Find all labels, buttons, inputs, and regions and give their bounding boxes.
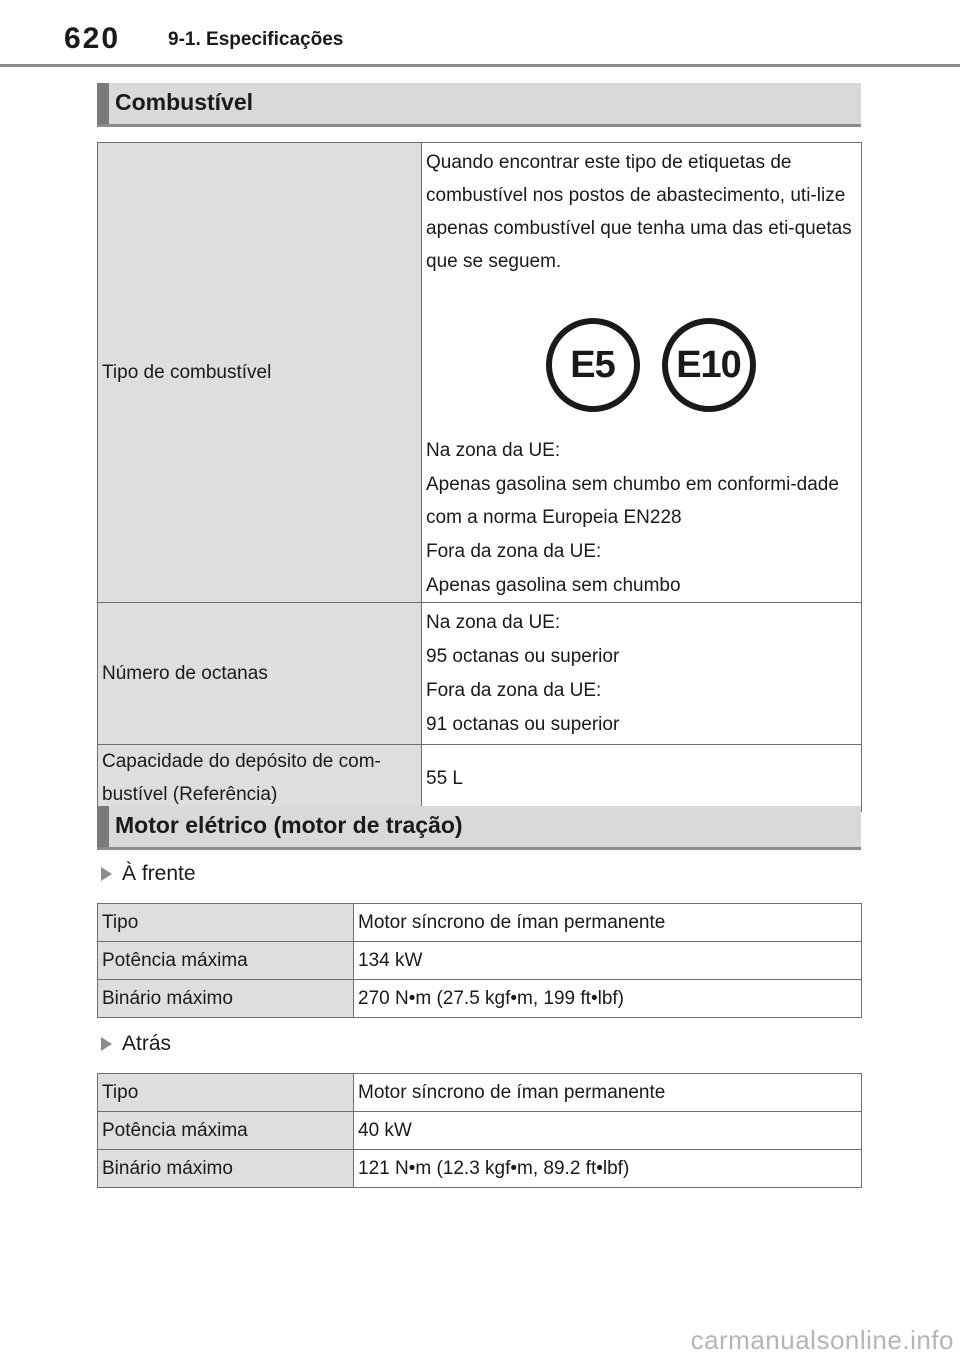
fuel-spec-table	[97, 142, 862, 812]
rear-torque-value: 121 N•m (12.3 kgf•m, 89.2 ft•lbf)	[354, 1150, 862, 1188]
watermark: carmanualsonline.info	[690, 1325, 954, 1355]
triangle-bullet-icon	[101, 867, 112, 881]
fuel-eu-zone-text: Apenas gasolina sem chumbo em conformi-dade com a norma Europeia EN228	[426, 474, 839, 528]
fuel-non-eu-heading: Fora da zona da UE:	[426, 541, 602, 562]
table-row	[98, 1074, 862, 1112]
front-power-label: Potência máxima	[98, 942, 354, 980]
triangle-bullet-icon	[101, 1037, 112, 1051]
rear-power-label: Potência máxima	[98, 1112, 354, 1150]
fuel-section-title: Combustível	[115, 89, 254, 115]
heading-accent-bar	[97, 83, 109, 124]
header-divider	[0, 64, 960, 67]
fuel-type-instruction: Quando encontrar este tipo de etiquetas de combustível nos postos de abastecimento, uti-lize apenas combustível que tenha uma das eti-quetas que se seguem.	[426, 152, 852, 272]
table-row-tank-capacity	[98, 745, 862, 812]
fuel-non-eu-text: Apenas gasolina sem chumbo	[426, 575, 681, 596]
table-row-octane	[98, 603, 862, 745]
table-row	[98, 942, 862, 980]
rear-type-value: Motor síncrono de íman permanente	[354, 1074, 862, 1112]
rear-type-label: Tipo	[98, 1074, 354, 1112]
chapter-title: 9-1. Especificações	[168, 29, 344, 50]
fuel-section-heading	[97, 83, 861, 127]
rear-motor-table	[97, 1073, 862, 1188]
table-row	[98, 904, 862, 942]
octane-label: Número de octanas	[98, 603, 422, 745]
front-motor-heading-text: À frente	[122, 862, 196, 885]
octane-non-eu-value: 91 octanas ou superior	[426, 714, 620, 735]
rear-motor-heading-text: Atrás	[122, 1032, 172, 1055]
rear-power-value: 40 kW	[354, 1112, 862, 1150]
table-row	[98, 980, 862, 1018]
octane-eu-value: 95 octanas ou superior	[426, 646, 620, 667]
rear-torque-label: Binário máximo	[98, 1150, 354, 1188]
front-type-label: Tipo	[98, 904, 354, 942]
motor-section-title: Motor elétrico (motor de tração)	[115, 812, 463, 838]
front-torque-label: Binário máximo	[98, 980, 354, 1018]
page-header	[0, 0, 960, 68]
heading-accent-bar	[97, 806, 109, 847]
tank-capacity-label: Capacidade do depósito de com-bustível (Referência)	[98, 745, 422, 812]
table-row	[98, 1112, 862, 1150]
table-row-fuel-type	[98, 143, 862, 603]
front-power-value: 134 kW	[354, 942, 862, 980]
fuel-eu-zone-heading: Na zona da UE:	[426, 440, 561, 461]
table-row	[98, 1150, 862, 1188]
fuel-labels	[426, 318, 857, 412]
octane-eu-heading: Na zona da UE:	[426, 612, 561, 633]
e5-label-icon: E5	[546, 318, 640, 412]
tank-capacity-value: 55 L	[422, 745, 862, 812]
front-motor-table	[97, 903, 862, 1018]
page-number: 620	[64, 22, 121, 55]
front-torque-value: 270 N•m (27.5 kgf•m, 199 ft•lbf)	[354, 980, 862, 1018]
fuel-type-label: Tipo de combustível	[98, 143, 422, 603]
front-type-value: Motor síncrono de íman permanente	[354, 904, 862, 942]
rear-motor-heading	[101, 1032, 171, 1056]
fuel-type-value	[422, 143, 862, 603]
front-motor-heading	[101, 862, 196, 886]
octane-non-eu-heading: Fora da zona da UE:	[426, 680, 602, 701]
motor-section-heading	[97, 806, 861, 850]
octane-value	[422, 603, 862, 745]
e10-label-icon: E10	[662, 318, 756, 412]
